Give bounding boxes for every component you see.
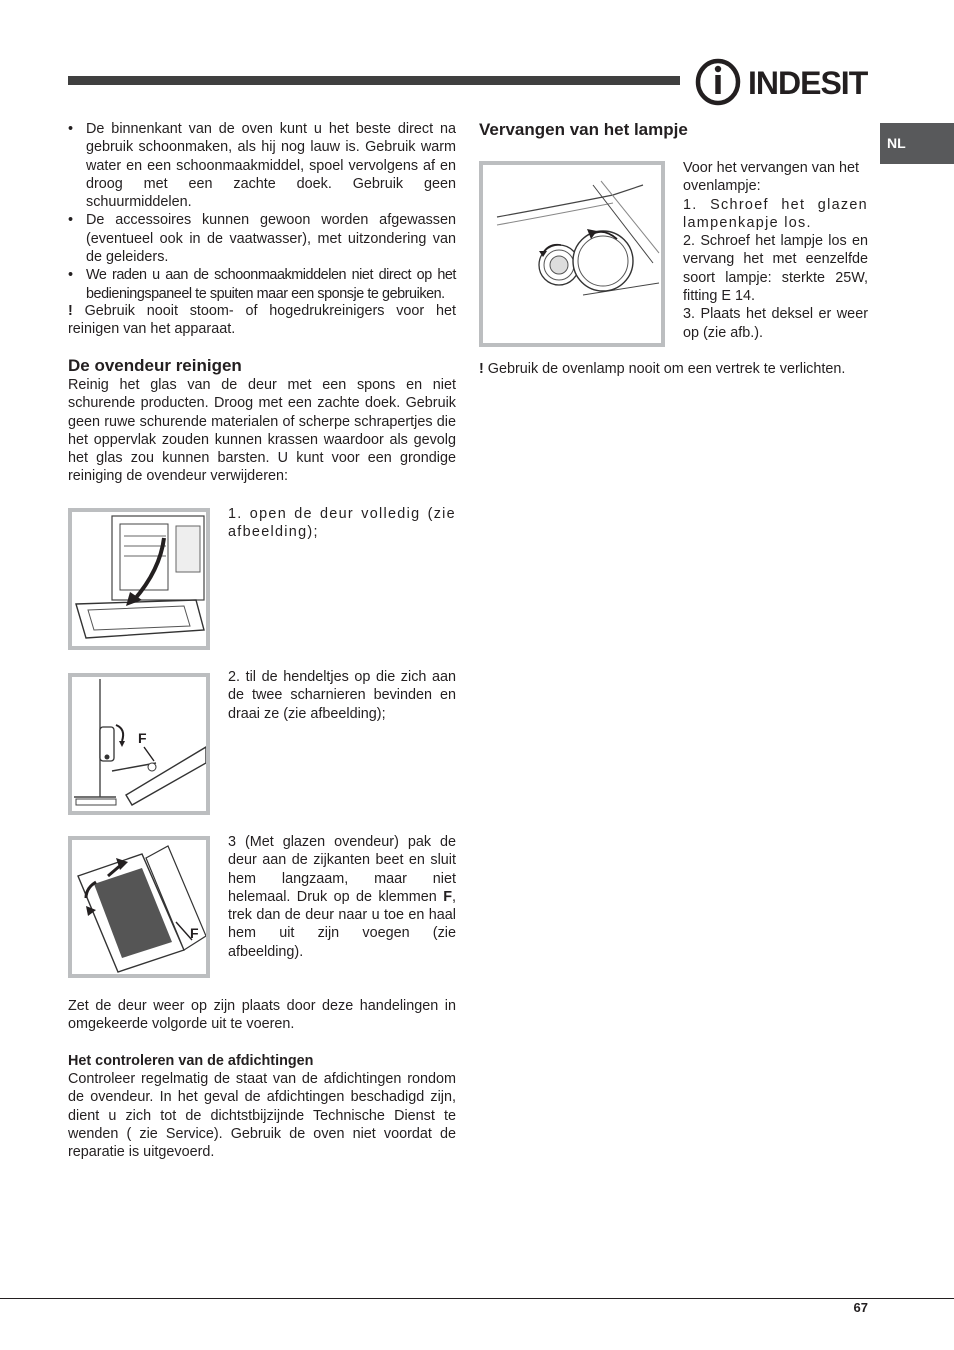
language-tab: NL: [880, 123, 954, 164]
step-2: 2. til de hendeltjes op die zich aan de twee scharnieren bevinden en draai ze (zie afbeelding);: [228, 669, 456, 722]
door-intro: Reinig het glas van de deur met een spons en niet schurende producten. Droog met een zachte doek. Gebruik geen ruwe schurende materialen of scherpe schrapertjes die het oppervlak zouden kunnen krassen waardoor als gevolg het glas zou kunnen barsten. U kunt voor een grondige reiniging de ovendeur verwijderen:: [68, 377, 456, 485]
lamp-heading: Vervangen van het lampje: [479, 120, 688, 139]
warning-text: Gebruik nooit stoom- of hogedrukreinigers voor het reinigen van het apparaat.: [68, 303, 456, 338]
page-number: 67: [853, 1300, 868, 1315]
label-f: F: [190, 925, 199, 941]
lamp-instructions: [683, 159, 868, 342]
door-heading: De ovendeur reinigen: [68, 356, 242, 375]
lamp-step-3: 3. Plaats het deksel er weer op (zie afb.).: [683, 306, 868, 341]
step-3-text: 3 (Met glazen ovendeur) pak de deur aan de zijkanten beet en sluit hem langzaam, maar niet helemaal. Druk op de klemmen: [228, 834, 456, 905]
lamp-step-2: 2. Schroef het lampje los en vervang het met eenzelfde soort lampje: sterkte 25W, fitting E 14.: [683, 233, 868, 305]
step-1: 1. open de deur volledig (zie afbeelding);: [228, 506, 456, 541]
step-3-clip-label: F: [443, 888, 452, 905]
step-3-text-end: , trek dan de deur naar u toe en haal hem uit zijn voegen (zie afbeelding).: [228, 888, 456, 960]
figure-lamp: [479, 161, 665, 347]
warning-text: Gebruik de ovenlamp nooit om een vertrek te verlichten.: [483, 361, 846, 377]
warning-mark: !: [68, 303, 73, 319]
seals-text: Controleer regelmatig de staat van de afdichtingen rondom de ovendeur. In het geval de afdichtingen beschadigd zijn, dient u zich tot de dichtstbijzijnde Technische Dienst te wenden ( zie Service). Gebruik de oven niet voordat de reparatie is uitgevoerd.: [68, 1071, 456, 1161]
figure-remove-door: [68, 836, 210, 978]
cleaning-bullets: [68, 120, 456, 303]
warning-steam: [68, 302, 456, 339]
header-rule: [68, 76, 680, 85]
lamp-intro: Voor het vervangen van het ovenlampje:: [683, 160, 860, 195]
warning-mark: !: [479, 361, 484, 377]
figure-hinge-levers: [68, 673, 210, 815]
bullet-item: • De binnenkant van de oven kunt u het beste direct na gebruik schoonmaken, als hij nog lauw is. Gebruik warm water en een schoonmaakmiddel, spoel vervolgens af en droog met een zachte doek. Gebruik geen schuurmiddelen.: [68, 120, 456, 211]
svg-text:INDESIT: INDESIT: [748, 65, 868, 101]
bullet-item: • We raden u aan de schoonmaakmiddelen niet direct op het bedieningspaneel te spuiten maar een sponsje te gebruiken.: [68, 266, 456, 303]
seals-heading: Het controleren van de afdichtingen: [68, 1053, 314, 1069]
step-3: [228, 833, 456, 961]
label-f: F: [138, 730, 147, 746]
indesit-logo: [694, 58, 870, 106]
reassemble-text: Zet de deur weer op zijn plaats door deze handelingen in omgekeerde volgorde uit te voeren.: [68, 998, 456, 1033]
bullet-item: • De accessoires kunnen gewoon worden afgewassen (eventueel ook in de vaatwasser), met uitzondering van de geleiders.: [68, 211, 456, 266]
figure-open-door: [68, 508, 210, 650]
lamp-step-1: 1. Schroef het glazen lampenkapje los.: [683, 196, 868, 231]
footer-rule: [0, 1298, 954, 1299]
lamp-warning: [479, 360, 879, 378]
